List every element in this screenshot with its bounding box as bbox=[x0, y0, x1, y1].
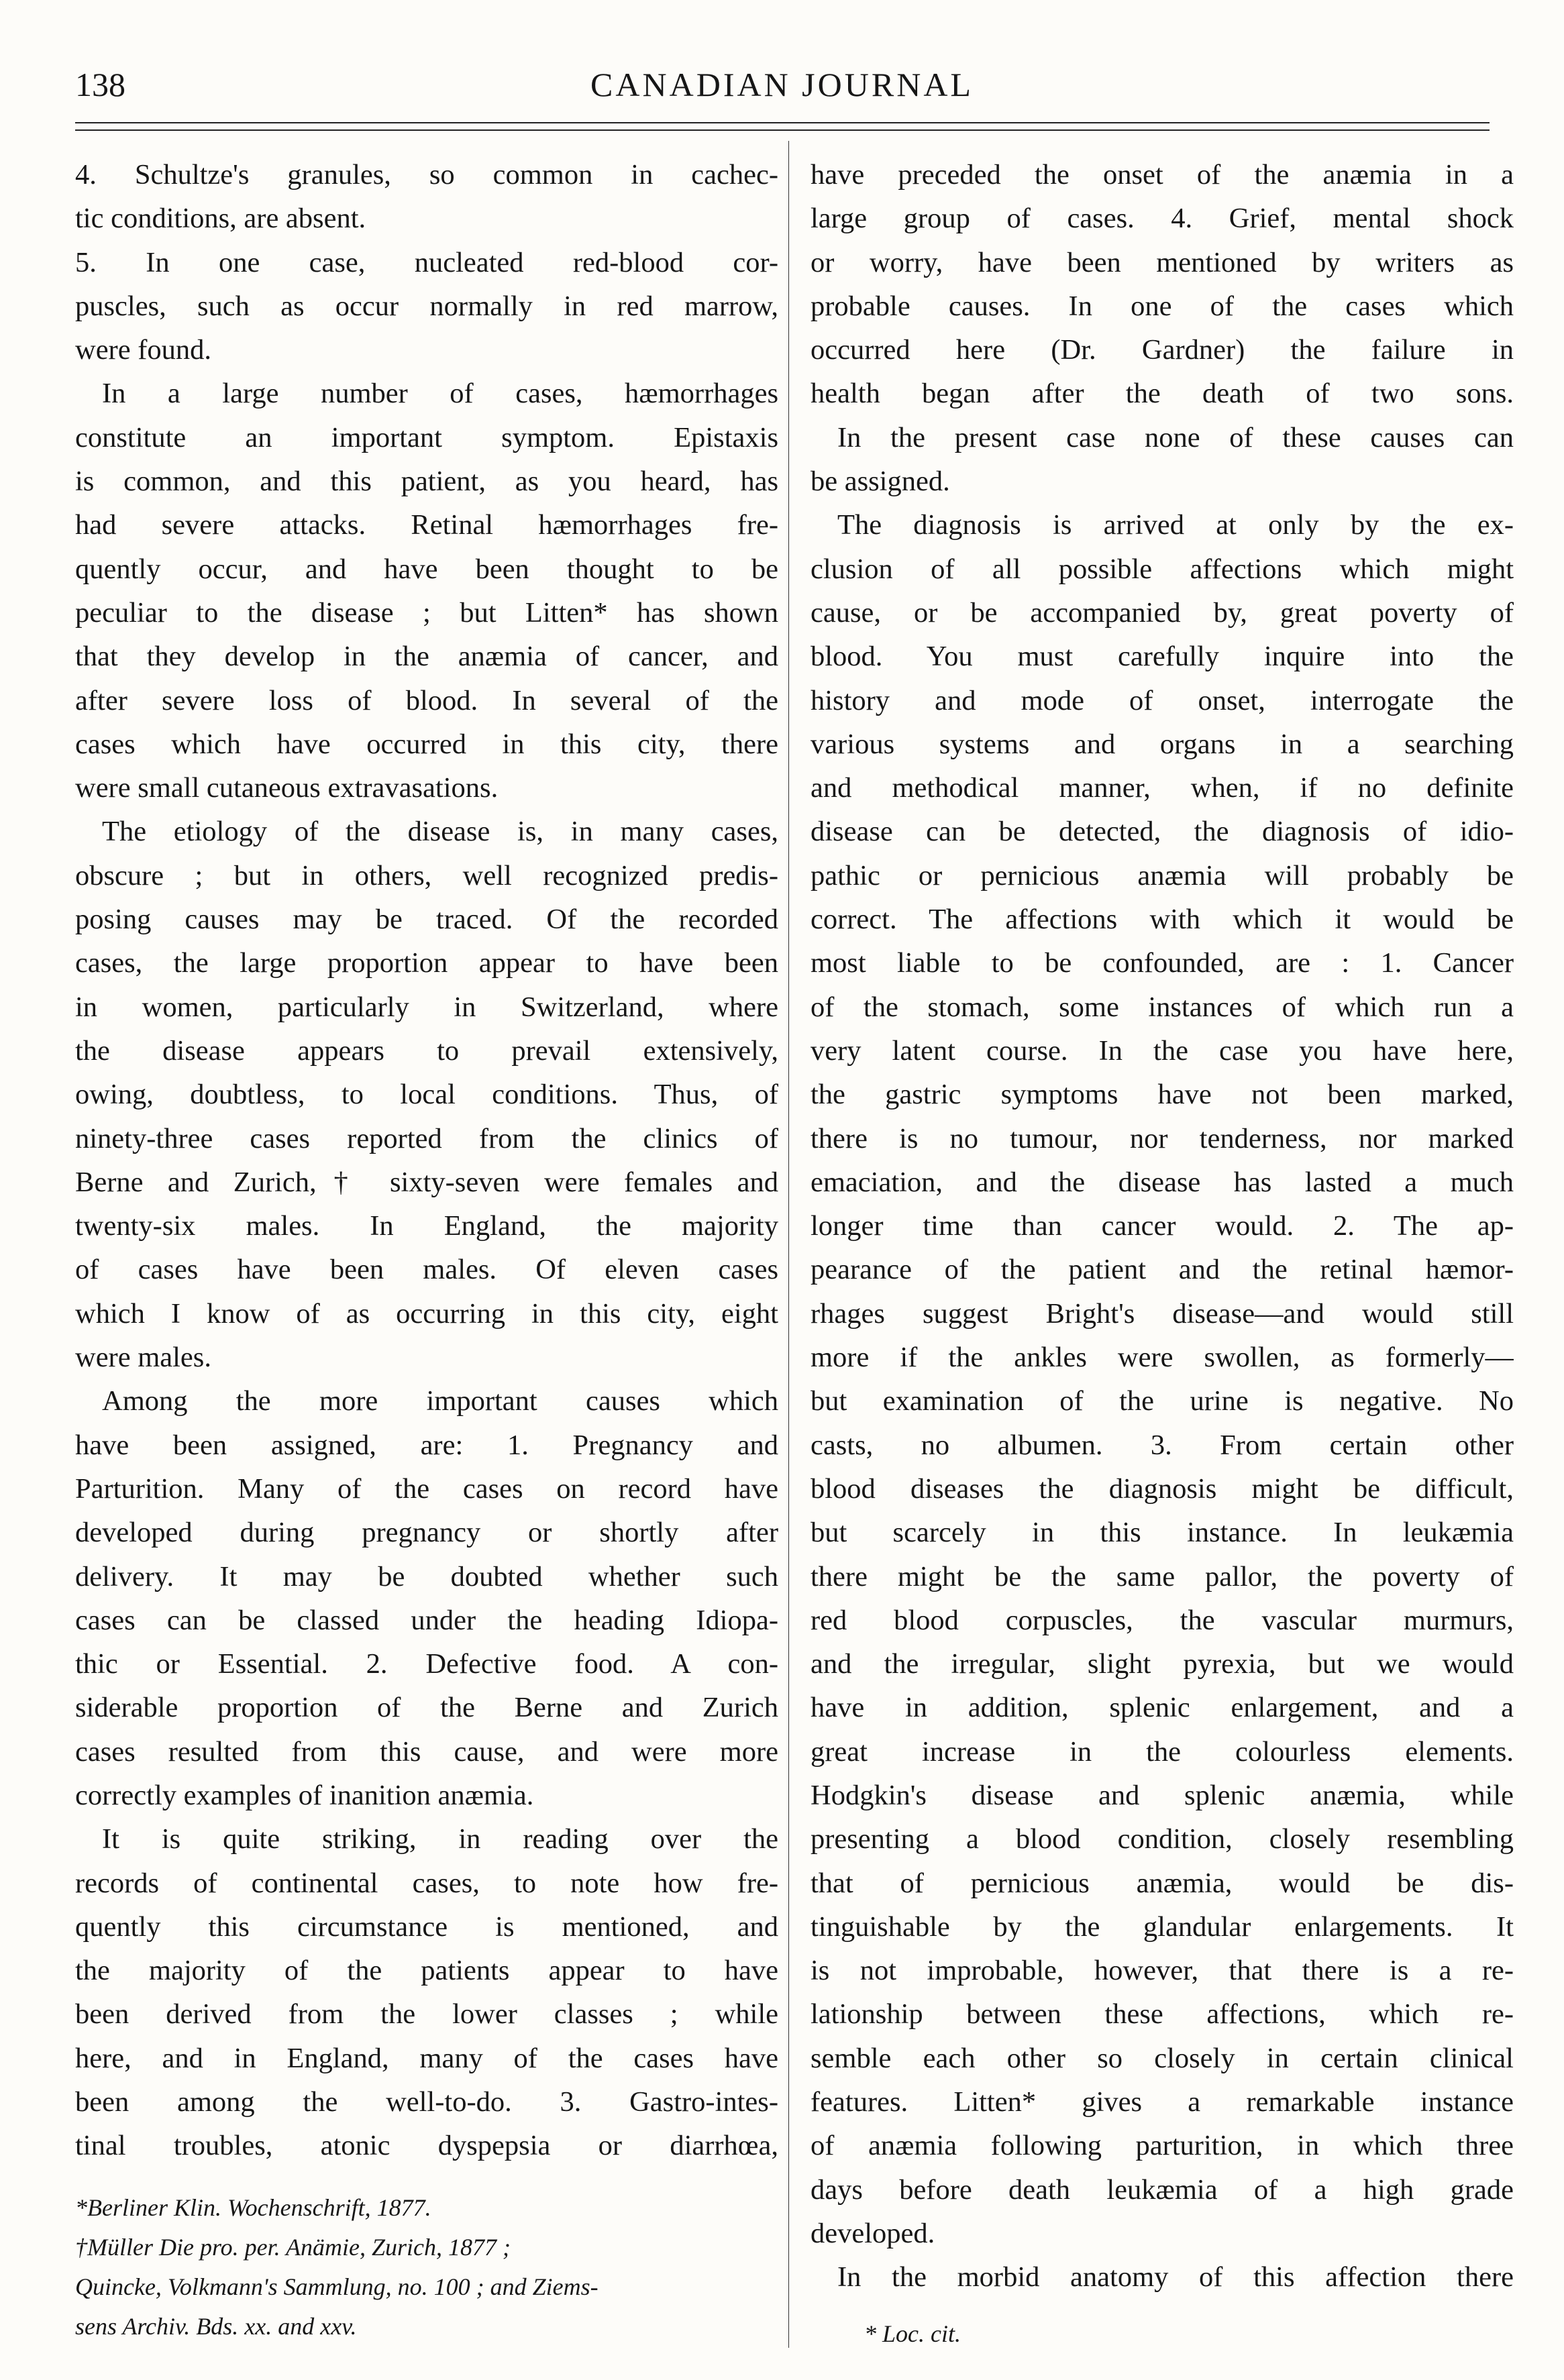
text-line: of anæmia following parturition, in which three bbox=[811, 2130, 1514, 2162]
text-line: of the stomach, some instances of which run a bbox=[811, 991, 1514, 1023]
text-line: delivery. It may be doubted whether such bbox=[75, 1560, 778, 1592]
right-column bbox=[811, 153, 1514, 2300]
text-line: that of pernicious anæmia, would be dis- bbox=[811, 1867, 1514, 1899]
text-line: have in addition, splenic enlargement, and a bbox=[811, 1692, 1514, 1724]
header-rule-top bbox=[75, 122, 1490, 123]
text-line: cases, the large proportion appear to have been bbox=[75, 947, 778, 979]
text-line: and the irregular, slight pyrexia, but we would bbox=[811, 1648, 1514, 1680]
text-line: siderable proportion of the Berne and Zurich bbox=[75, 1692, 778, 1724]
text-line: developed during pregnancy or shortly after bbox=[75, 1517, 778, 1549]
text-line: very latent course. In the case you have here, bbox=[811, 1034, 1514, 1067]
text-line: most liable to be confounded, are : 1. Cancer bbox=[811, 947, 1514, 979]
text-line: cases resulted from this cause, and were more bbox=[75, 1735, 778, 1768]
column-divider bbox=[788, 141, 789, 2348]
text-line: is common, and this patient, as you heard, has bbox=[75, 466, 778, 498]
text-line: Parturition. Many of the cases on record have bbox=[75, 1472, 778, 1505]
text-line: developed. bbox=[811, 2217, 935, 2249]
text-line: In the present case none of these causes can bbox=[837, 421, 1514, 453]
text-line: in women, particularly in Switzerland, where bbox=[75, 991, 778, 1023]
text-line: The etiology of the disease is, in many cases, bbox=[102, 816, 778, 848]
text-line: quently this circumstance is mentioned, and bbox=[75, 1910, 778, 1943]
page-number: 138 bbox=[75, 66, 125, 103]
text-line: there is no tumour, nor tenderness, nor marked bbox=[811, 1122, 1514, 1154]
text-line: there might be the same pallor, the poverty of bbox=[811, 1560, 1514, 1592]
text-line: were small cutaneous extravasations. bbox=[75, 772, 499, 804]
text-line: correct. The affections with which it would be bbox=[811, 904, 1514, 936]
text-line: the majority of the patients appear to have bbox=[75, 1955, 778, 1987]
text-line: thic or Essential. 2. Defective food. A con- bbox=[75, 1648, 778, 1680]
right-footnote: * Loc. cit. bbox=[864, 2320, 961, 2347]
left-column bbox=[75, 153, 778, 2168]
text-line: were found. bbox=[75, 334, 211, 366]
text-line: tinguishable by the glandular enlargements. It bbox=[811, 1910, 1514, 1943]
text-line: correctly examples of inanition anæmia. bbox=[75, 1779, 534, 1811]
text-line: obscure ; but in others, well recognized predis- bbox=[75, 859, 778, 891]
text-line: emaciation, and the disease has lasted a much bbox=[811, 1166, 1514, 1198]
text-line: casts, no albumen. 3. From certain other bbox=[811, 1429, 1514, 1461]
text-line: occurred here (Dr. Gardner) the failure in bbox=[811, 334, 1514, 366]
text-line: disease can be detected, the diagnosis of idio- bbox=[811, 816, 1514, 848]
text-line: peculiar to the disease ; but Litten* has shown bbox=[75, 596, 778, 629]
text-line: owing, doubtless, to local conditions. Thus, of bbox=[75, 1079, 778, 1111]
text-line: cases which have occurred in this city, there bbox=[75, 728, 778, 760]
text-line: twenty-six males. In England, the majority bbox=[75, 1210, 778, 1242]
text-line: of cases have been males. Of eleven cases bbox=[75, 1254, 778, 1286]
text-line: semble each other so closely in certain clinical bbox=[811, 2042, 1514, 2074]
text-line: history and mode of onset, interrogate the bbox=[811, 684, 1514, 716]
text-line: which I know of as occurring in this city, eight bbox=[75, 1297, 778, 1330]
text-line: 4. Schultze's granules, so common in cachec- bbox=[75, 159, 778, 191]
text-line: puscles, such as occur normally in red marrow, bbox=[75, 290, 778, 322]
text-line: and methodical manner, when, if no definite bbox=[811, 772, 1514, 804]
text-line: Among the more important causes which bbox=[102, 1385, 778, 1417]
text-line: red blood corpuscles, the vascular murmurs, bbox=[811, 1604, 1514, 1636]
text-line: rhages suggest Bright's disease—and would still bbox=[811, 1297, 1514, 1330]
text-line: The diagnosis is arrived at only by the ex- bbox=[837, 509, 1514, 541]
text-line: posing causes may be traced. Of the recorded bbox=[75, 904, 778, 936]
text-line: tinal troubles, atonic dyspepsia or diarrhœa, bbox=[75, 2130, 778, 2162]
text-line: great increase in the colourless elements. bbox=[811, 1735, 1514, 1768]
text-line: large group of cases. 4. Grief, mental shock bbox=[811, 203, 1514, 235]
text-line: lationship between these affections, which re- bbox=[811, 1998, 1514, 2031]
text-line: In the morbid anatomy of this affection there bbox=[837, 2261, 1514, 2293]
text-line: the disease appears to prevail extensively, bbox=[75, 1034, 778, 1067]
text-line: be assigned. bbox=[811, 466, 950, 498]
text-line: have preceded the onset of the anæmia in a bbox=[811, 159, 1514, 191]
text-line: after severe loss of blood. In several of the bbox=[75, 684, 778, 716]
text-line: cause, or be accompanied by, great poverty of bbox=[811, 596, 1514, 629]
text-line: cases can be classed under the heading Idiopa- bbox=[75, 1604, 778, 1636]
text-line: clusion of all possible affections which might bbox=[811, 553, 1514, 585]
text-line: In a large number of cases, hæmorrhages bbox=[102, 378, 778, 410]
text-line: various systems and organs in a searching bbox=[811, 728, 1514, 760]
text-line: health began after the death of two sons. bbox=[811, 378, 1514, 410]
text-line: quently occur, and have been thought to be bbox=[75, 553, 778, 585]
text-line: Berne and Zurich,† sixty-seven were females and bbox=[75, 1166, 778, 1198]
text-line: features. Litten* gives a remarkable instance bbox=[811, 2086, 1514, 2118]
text-line: It is quite striking, in reading over the bbox=[102, 1823, 778, 1855]
text-line: Hodgkin's disease and splenic anæmia, while bbox=[811, 1779, 1514, 1811]
text-line: is not improbable, however, that there is a re- bbox=[811, 1955, 1514, 1987]
text-line: 5. In one case, nucleated red-blood cor- bbox=[75, 246, 778, 278]
text-line: or worry, have been mentioned by writers as bbox=[811, 246, 1514, 278]
text-line: that they develop in the anæmia of cancer, and bbox=[75, 641, 778, 673]
text-line: †Müller Die pro. per. Anämie, Zurich, 1877 ; bbox=[75, 2234, 511, 2261]
text-line: constitute an important symptom. Epistaxis bbox=[75, 421, 778, 453]
text-line: blood. You must carefully inquire into the bbox=[811, 641, 1514, 673]
text-line: but scarcely in this instance. In leukæmia bbox=[811, 1517, 1514, 1549]
text-line: the gastric symptoms have not been marked, bbox=[811, 1079, 1514, 1111]
text-line: have been assigned, are: 1. Pregnancy and bbox=[75, 1429, 778, 1461]
text-line: here, and in England, many of the cases have bbox=[75, 2042, 778, 2074]
text-line: were males. bbox=[75, 1342, 211, 1374]
text-line: been among the well-to-do. 3. Gastro-intes- bbox=[75, 2086, 778, 2118]
text-line: pearance of the patient and the retinal hæmor- bbox=[811, 1254, 1514, 1286]
text-line: blood diseases the diagnosis might be difficult, bbox=[811, 1472, 1514, 1505]
text-line: longer time than cancer would. 2. The ap- bbox=[811, 1210, 1514, 1242]
header-rule-bottom bbox=[75, 129, 1490, 131]
text-line: had severe attacks. Retinal hæmorrhages fre- bbox=[75, 509, 778, 541]
text-line: more if the ankles were swollen, as formerly— bbox=[811, 1342, 1514, 1374]
text-line: days before death leukæmia of a high grade bbox=[811, 2173, 1514, 2206]
text-line: *Berliner Klin. Wochenschrift, 1877. bbox=[75, 2194, 431, 2221]
text-line: Quincke, Volkmann's Sammlung, no. 100 ; and Ziems- bbox=[75, 2273, 598, 2300]
text-line: presenting a blood condition, closely resembling bbox=[811, 1823, 1514, 1855]
text-line: sens Archiv. Bds. xx. and xxv. bbox=[75, 2313, 357, 2340]
text-line: but examination of the urine is negative. No bbox=[811, 1385, 1514, 1417]
text-line: pathic or pernicious anæmia will probably be bbox=[811, 859, 1514, 891]
text-line: probable causes. In one of the cases which bbox=[811, 290, 1514, 322]
text-line: ninety-three cases reported from the clinics of bbox=[75, 1122, 778, 1154]
text-line: been derived from the lower classes ; while bbox=[75, 1998, 778, 2031]
text-line: records of continental cases, to note how fre- bbox=[75, 1867, 778, 1899]
left-footnotes bbox=[75, 2188, 778, 2346]
text-line: tic conditions, are absent. bbox=[75, 203, 366, 235]
running-title: CANADIAN JOURNAL bbox=[590, 66, 974, 103]
